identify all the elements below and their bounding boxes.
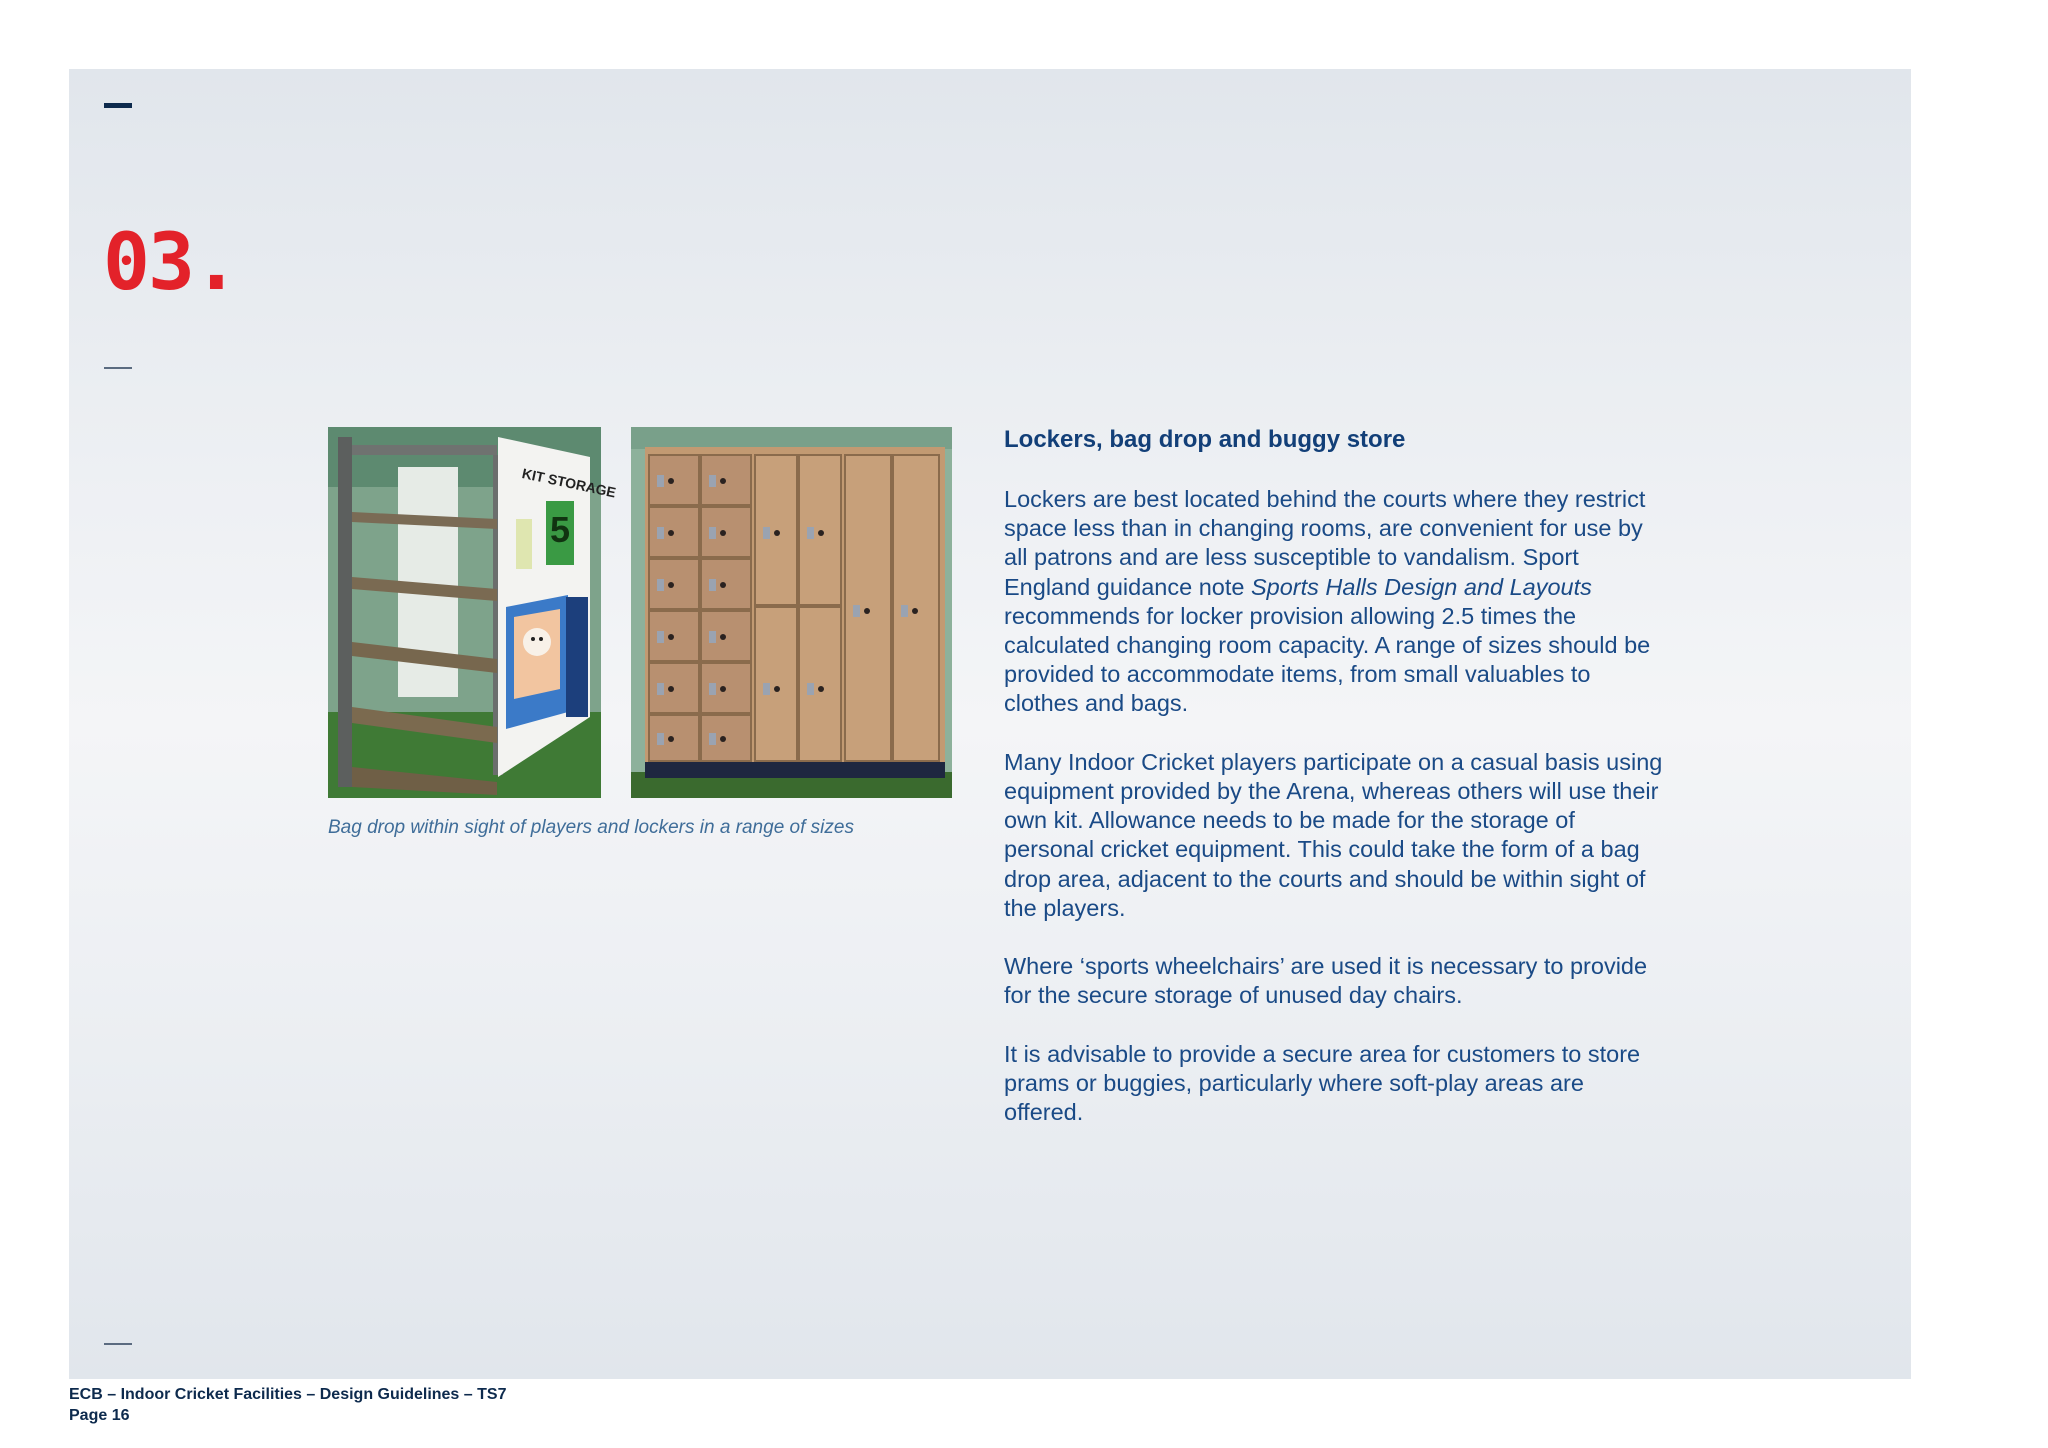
bottom-rule xyxy=(104,1343,132,1345)
paragraph-bag-drop: Many Indoor Cricket players participate on a casual basis using equipment provided by the Arena, whereas others will use their own kit. Allowance needs to be made for the storage of personal cricket equipment. This could take the form of a bag drop area, adjacent to the courts and should be within sight of the players. xyxy=(1004,748,1663,921)
paragraph-lockers-part-a: Lockers are best located behind the courts where they restrict space less than in changing rooms, are convenient for use by all patrons and are less susceptible to vandalism. Sport England guidance note xyxy=(1004,486,1646,600)
footer-document-title: ECB – Indoor Cricket Facilities – Design Guidelines – TS7 xyxy=(69,1386,507,1403)
body-text-column xyxy=(1004,424,1664,1157)
section-number: 03. xyxy=(103,218,238,308)
paragraph-buggies: It is advisable to provide a secure area for customers to store prams or buggies, particularly where soft-play areas are offered. xyxy=(1004,1040,1641,1126)
lockers-illustration xyxy=(631,427,952,798)
footer-page-number: Page 16 xyxy=(69,1407,130,1424)
paragraph-lockers xyxy=(1004,485,1664,719)
paragraph-wheelchairs: Where ‘sports wheelchairs’ are used it is necessary to provide for the secure storage of unused day chairs. xyxy=(1004,953,1648,1009)
figure-caption: Bag drop within sight of players and lockers in a range of sizes xyxy=(328,817,854,838)
kit-storage-sign-number: 5 xyxy=(550,509,571,550)
kit-storage-photo xyxy=(328,427,618,798)
lockers-photo xyxy=(631,427,952,798)
top-rule xyxy=(104,103,132,108)
paragraph-lockers-part-b: recommends for locker provision allowing 2.5 times the calculated changing room capacity. A range of sizes should be provided to accommodate items, from small valuables to clothes and bags. xyxy=(1004,602,1651,717)
section-rule xyxy=(104,367,132,369)
section-heading: Lockers, bag drop and buggy store xyxy=(1004,426,1406,453)
kit-storage-sign-text: KIT STORAGE xyxy=(520,465,618,501)
page-footer xyxy=(69,1384,506,1426)
guidance-note-title: Sports Halls Design and Layouts xyxy=(1250,573,1592,600)
